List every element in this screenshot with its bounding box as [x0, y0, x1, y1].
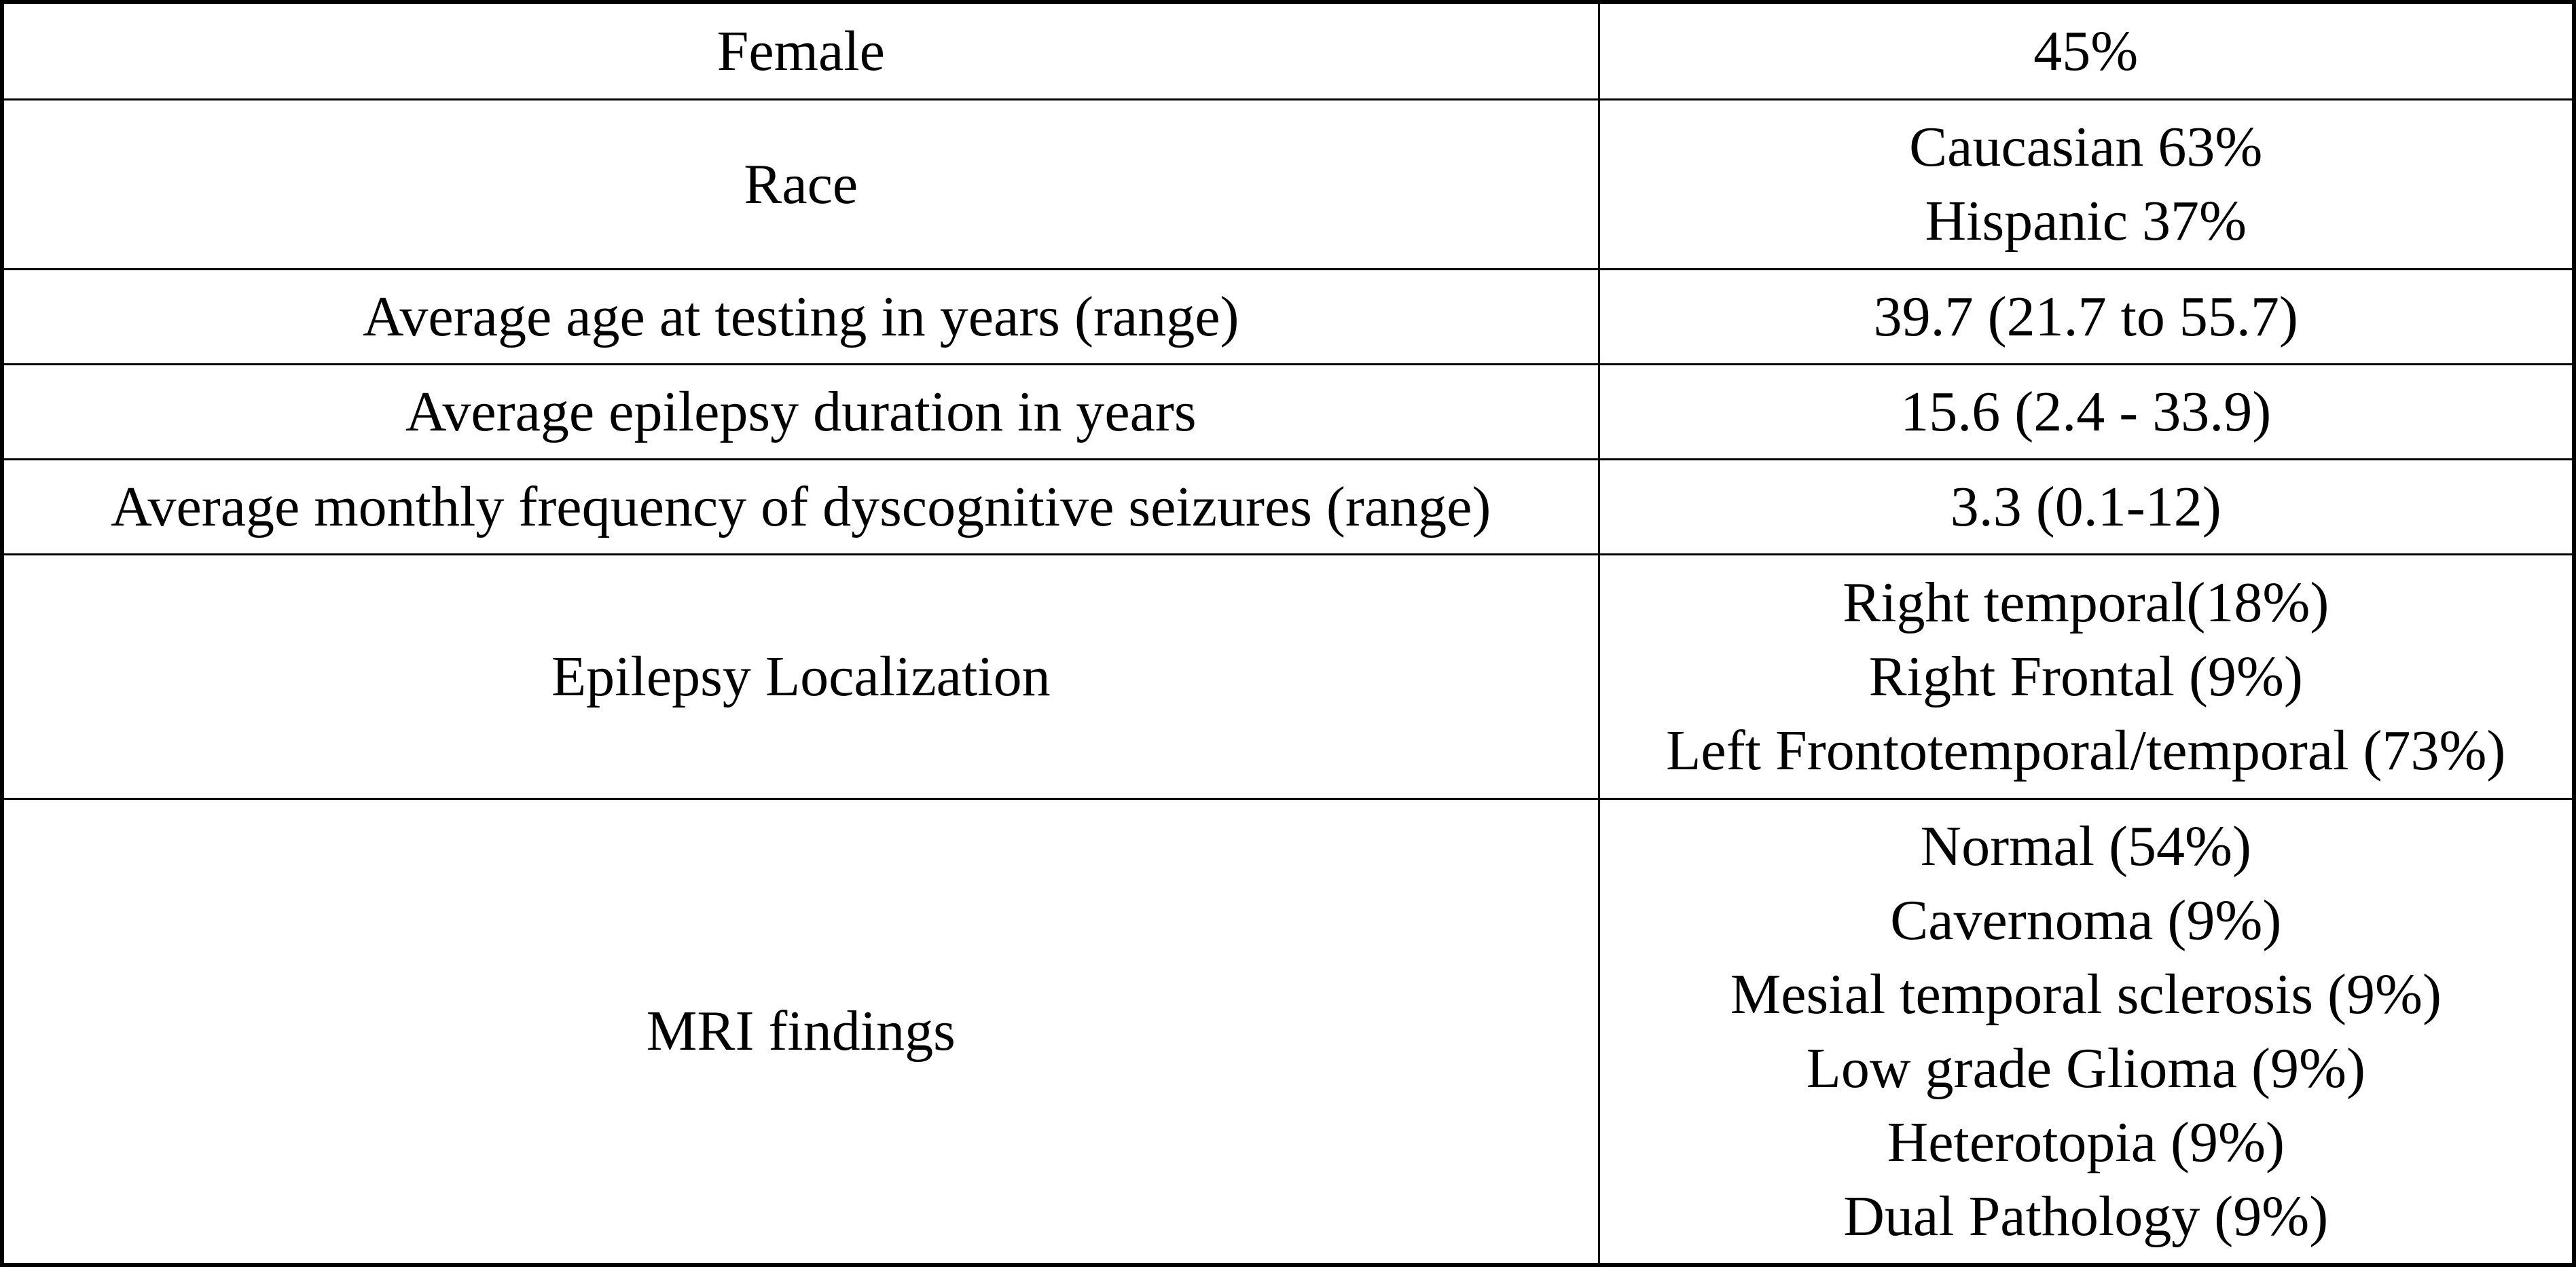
row-value-duration [1599, 364, 2572, 459]
row-label-duration: Average epilepsy duration in years [4, 364, 1599, 459]
value-line: Dual Pathology (9%) [1843, 1184, 2329, 1248]
row-label-female: Female [4, 4, 1599, 99]
value-line: 45% [2033, 19, 2139, 83]
value-line: 3.3 (0.1-12) [1950, 475, 2221, 538]
value-line: Right temporal(18%) [1843, 570, 2329, 634]
row-value-seizure-frequency [1599, 459, 2572, 554]
table-row [4, 4, 2572, 99]
value-line: 15.6 (2.4 - 33.9) [1900, 380, 2272, 443]
row-value-mri [1599, 798, 2572, 1263]
value-line: Left Frontotemporal/temporal (73%) [1666, 718, 2506, 782]
row-label-mri: MRI findings [4, 798, 1599, 1263]
row-value-race [1599, 99, 2572, 269]
row-value-age [1599, 269, 2572, 364]
row-label-seizure-frequency: Average monthly frequency of dyscognitive seizures (range) [4, 459, 1599, 554]
value-line: Cavernoma (9%) [1890, 888, 2282, 952]
table-row [4, 364, 2572, 459]
value-line: Heterotopia (9%) [1887, 1110, 2285, 1174]
value-line: Caucasian 63% [1909, 115, 2263, 179]
row-value-localization [1599, 554, 2572, 798]
value-line: Right Frontal (9%) [1868, 644, 2303, 708]
value-line: 39.7 (21.7 to 55.7) [1873, 284, 2298, 348]
table-row [4, 798, 2572, 1263]
table-row [4, 459, 2572, 554]
table-row [4, 269, 2572, 364]
row-value-female [1599, 4, 2572, 99]
row-label-localization: Epilepsy Localization [4, 554, 1599, 798]
row-label-age: Average age at testing in years (range) [4, 269, 1599, 364]
demographics-table [4, 4, 2572, 1263]
value-line: Low grade Glioma (9%) [1806, 1036, 2365, 1100]
value-line: Mesial temporal sclerosis (9%) [1730, 962, 2442, 1026]
value-line: Normal (54%) [1920, 814, 2251, 878]
value-line: Hispanic 37% [1925, 189, 2247, 253]
table-row [4, 554, 2572, 798]
table-row [4, 99, 2572, 269]
row-label-race: Race [4, 99, 1599, 269]
